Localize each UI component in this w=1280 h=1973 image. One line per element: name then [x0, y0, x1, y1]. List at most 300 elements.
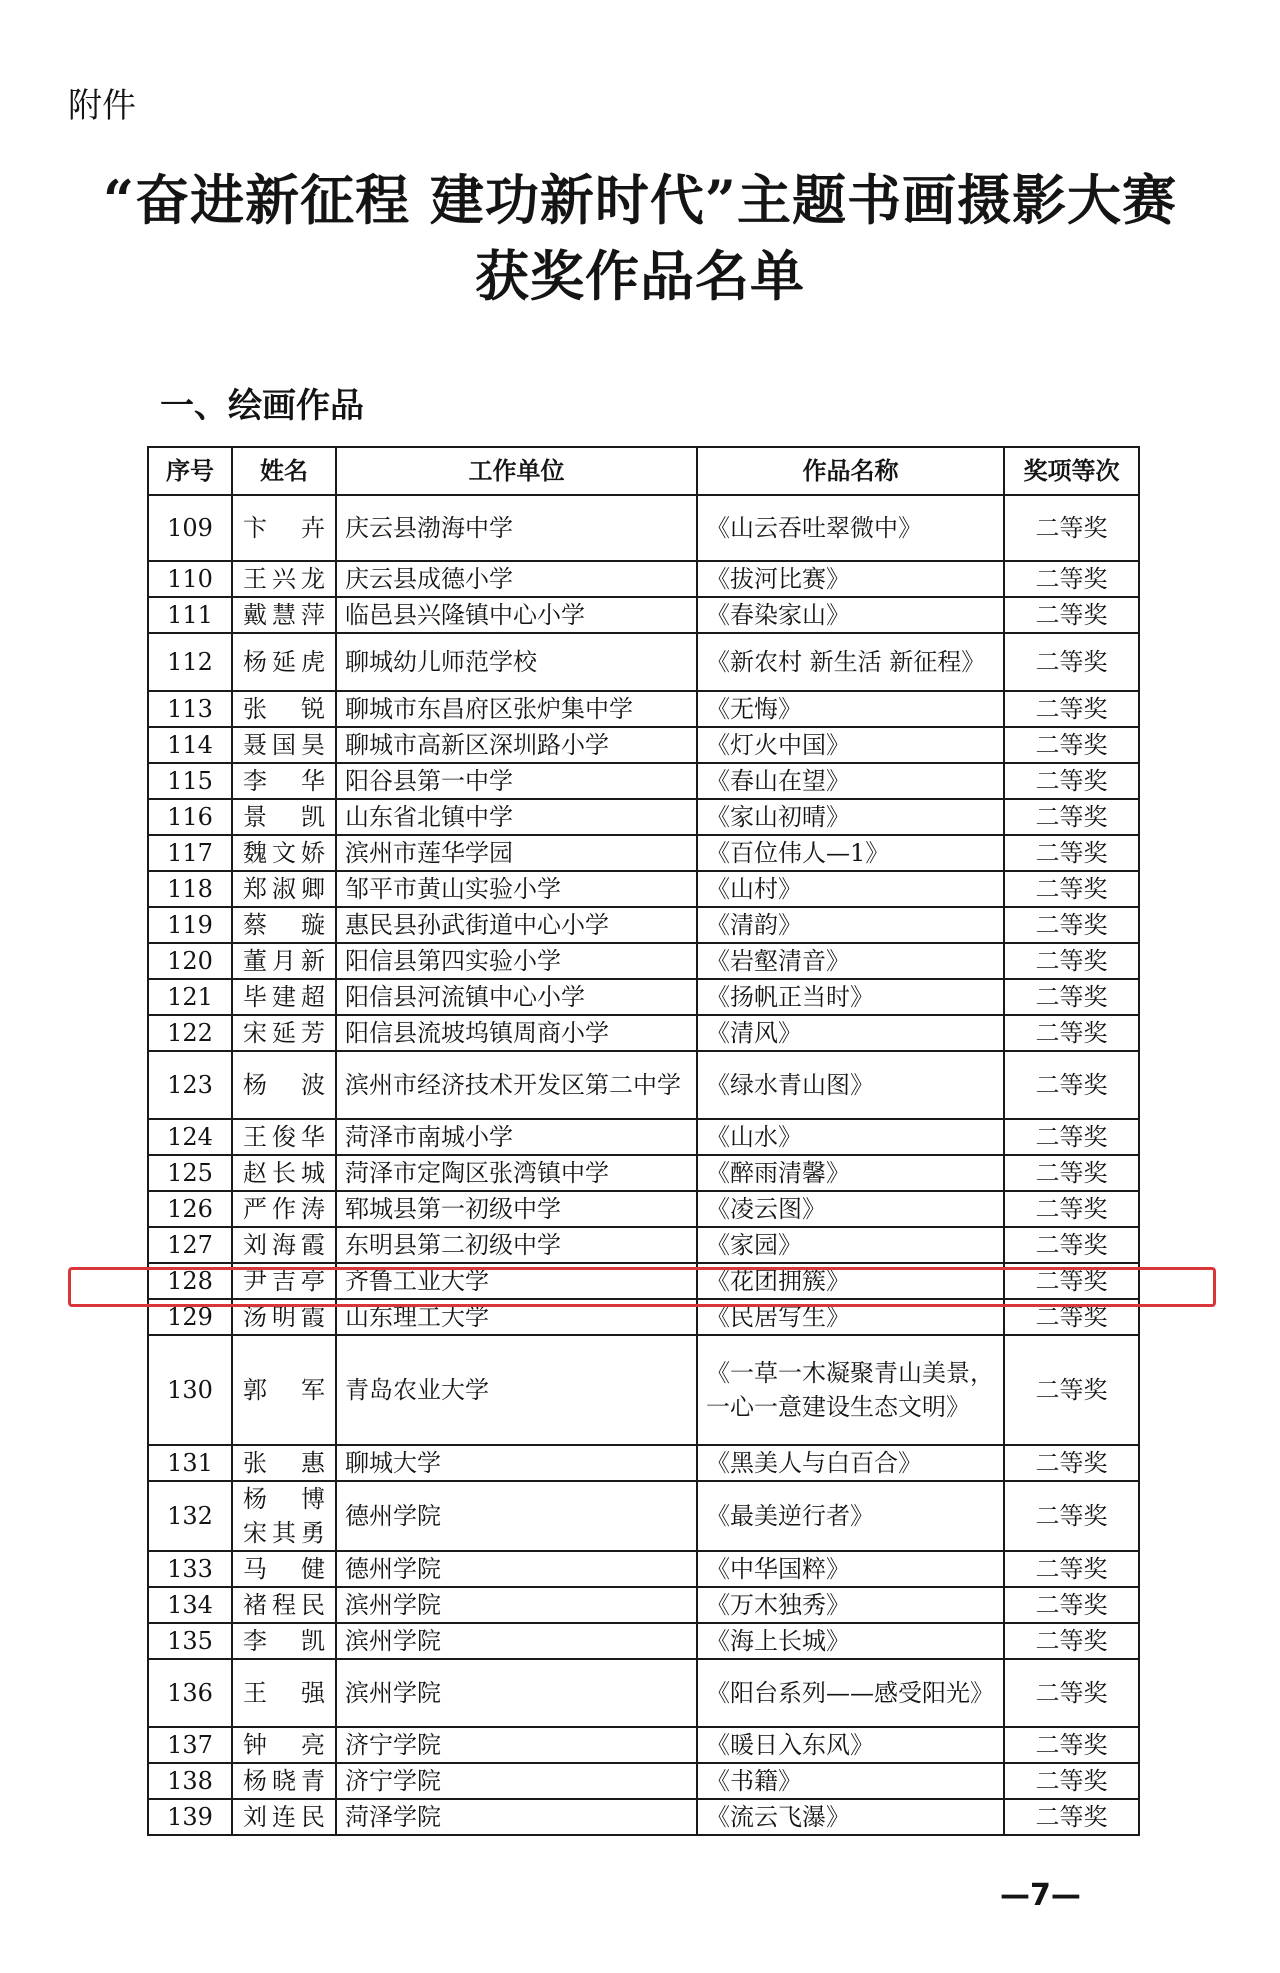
- row-unit-cell: [336, 1191, 697, 1227]
- row-name-cell: [232, 1445, 336, 1481]
- row-serial: 138: [167, 1767, 213, 1795]
- row-work-cell: [697, 1015, 1004, 1051]
- row-work-cell: [697, 597, 1004, 633]
- row-award: 二等奖: [1035, 1195, 1108, 1223]
- attachment-label: 附件: [68, 86, 136, 126]
- table-row: [148, 633, 1139, 691]
- row-award-cell: [1004, 691, 1139, 727]
- row-unit-cell: [336, 597, 697, 633]
- row-work-cell: [697, 1481, 1004, 1551]
- row-unit-cell: [336, 691, 697, 727]
- row-work-cell: [697, 1587, 1004, 1623]
- row-work: 《中华国粹》: [706, 1555, 850, 1583]
- row-unit: 聊城大学: [345, 1449, 441, 1477]
- row-award-cell: [1004, 1191, 1139, 1227]
- row-serial-cell: [148, 763, 232, 799]
- row-work: 《万木独秀》: [706, 1591, 850, 1619]
- row-work: 《清韵》: [706, 911, 802, 939]
- row-work-cell: [697, 561, 1004, 597]
- row-name: 马 健: [243, 1555, 325, 1583]
- table-row: [148, 1227, 1139, 1263]
- row-unit-cell: [336, 1227, 697, 1263]
- row-name-cell: [232, 691, 336, 727]
- header-award: 奖项等次: [1004, 447, 1139, 495]
- row-award-cell: [1004, 1727, 1139, 1763]
- table-header-row: [148, 447, 1139, 495]
- row-unit-cell: [336, 1481, 697, 1551]
- row-name-cell: [232, 597, 336, 633]
- row-work-cell: [697, 1155, 1004, 1191]
- row-name: 蔡 璇: [243, 911, 325, 939]
- row-work-cell: [697, 799, 1004, 835]
- row-serial: 115: [167, 767, 213, 795]
- row-unit: 滨州学院: [345, 1591, 441, 1619]
- row-serial: 110: [167, 565, 213, 593]
- row-serial: 130: [167, 1376, 213, 1404]
- row-award: 二等奖: [1035, 1679, 1108, 1707]
- row-serial-cell: [148, 633, 232, 691]
- row-unit-cell: [336, 871, 697, 907]
- row-unit-cell: [336, 1015, 697, 1051]
- row-name: 魏文娇: [243, 839, 325, 867]
- table-row: [148, 1155, 1139, 1191]
- row-serial-cell: [148, 1659, 232, 1727]
- row-work-cell: [697, 979, 1004, 1015]
- row-work: 《岩壑清音》: [706, 947, 850, 975]
- row-unit-cell: [336, 633, 697, 691]
- row-unit: 滨州学院: [345, 1679, 441, 1707]
- row-unit: 庆云县成德小学: [345, 565, 513, 593]
- row-serial-cell: [148, 1799, 232, 1835]
- row-serial-cell: [148, 943, 232, 979]
- row-serial: 128: [167, 1267, 213, 1295]
- row-work: 《绿水青山图》: [706, 1071, 874, 1099]
- row-name-cell: [232, 1799, 336, 1835]
- row-unit-cell: [336, 907, 697, 943]
- header-unit: 工作单位: [336, 447, 697, 495]
- row-unit: 菏泽市南城小学: [345, 1123, 513, 1151]
- row-award-cell: [1004, 907, 1139, 943]
- page-number: —7—: [1000, 1878, 1081, 1913]
- row-award: 二等奖: [1035, 767, 1108, 795]
- row-name: 赵长城: [243, 1159, 325, 1187]
- section-heading: 一、绘画作品: [160, 386, 364, 426]
- row-award: 二等奖: [1035, 731, 1108, 759]
- row-serial: 111: [167, 601, 213, 629]
- row-unit: 山东理工大学: [345, 1303, 489, 1331]
- row-work-cell: [697, 727, 1004, 763]
- row-unit: 山东省北镇中学: [345, 803, 513, 831]
- row-award: 二等奖: [1035, 1123, 1108, 1151]
- row-name: 郭 军: [243, 1376, 325, 1404]
- row-unit-cell: [336, 1335, 697, 1445]
- row-award: 二等奖: [1035, 1376, 1108, 1404]
- row-name-cell: [232, 1155, 336, 1191]
- row-name-cell: [232, 943, 336, 979]
- row-award-cell: [1004, 763, 1139, 799]
- row-name-cell: [232, 495, 336, 561]
- row-serial: 129: [167, 1303, 213, 1331]
- row-work: 《山村》: [706, 875, 802, 903]
- row-award-cell: [1004, 1335, 1139, 1445]
- row-serial: 136: [167, 1679, 213, 1707]
- row-work-cell: [697, 871, 1004, 907]
- row-serial: 122: [167, 1019, 213, 1047]
- row-work-cell: [697, 691, 1004, 727]
- row-serial-cell: [148, 1551, 232, 1587]
- row-name: 杨 波: [243, 1071, 325, 1099]
- row-name: 戴慧萍: [243, 601, 325, 629]
- row-unit: 阳信县河流镇中心小学: [345, 983, 585, 1011]
- row-name: 李 凯: [243, 1627, 325, 1655]
- row-work: 《凌云图》: [706, 1195, 826, 1223]
- row-name: 尹吉亭: [243, 1267, 325, 1295]
- row-award: 二等奖: [1035, 565, 1108, 593]
- header-serial: 序号: [148, 447, 232, 495]
- row-serial: 121: [167, 983, 213, 1011]
- row-serial: 123: [167, 1071, 213, 1099]
- row-name: 宋其勇: [243, 1519, 325, 1547]
- table-row: [148, 1481, 1139, 1551]
- row-unit-cell: [336, 727, 697, 763]
- row-unit: 阳信县流坡坞镇周商小学: [345, 1019, 609, 1047]
- row-award: 二等奖: [1035, 1267, 1108, 1295]
- row-name: 钟 亮: [243, 1731, 325, 1759]
- row-work: 《灯火中国》: [706, 731, 850, 759]
- row-unit: 阳谷县第一中学: [345, 767, 513, 795]
- row-serial-cell: [148, 1763, 232, 1799]
- row-name-cell: [232, 1051, 336, 1119]
- row-work: 《无悔》: [706, 695, 802, 723]
- row-award-cell: [1004, 1551, 1139, 1587]
- row-serial: 137: [167, 1731, 213, 1759]
- row-work-cell: [697, 633, 1004, 691]
- row-work: 《拔河比赛》: [706, 565, 850, 593]
- row-serial-cell: [148, 1481, 232, 1551]
- table-row: [148, 1445, 1139, 1481]
- document-title: “奋进新征程 建功新时代”主题书画摄影大赛: [103, 168, 1177, 232]
- row-award-cell: [1004, 495, 1139, 561]
- row-work-cell: [697, 763, 1004, 799]
- row-unit: 东明县第二初级中学: [345, 1231, 561, 1259]
- row-name: 张 惠: [243, 1449, 325, 1477]
- row-unit: 济宁学院: [345, 1731, 441, 1759]
- row-work: 《暖日入东风》: [706, 1731, 874, 1759]
- row-unit-cell: [336, 495, 697, 561]
- table-row: [148, 763, 1139, 799]
- row-name-cell: [232, 979, 336, 1015]
- row-serial: 125: [167, 1159, 213, 1187]
- table-row: [148, 979, 1139, 1015]
- row-name: 卞 卉: [243, 514, 325, 542]
- row-unit-cell: [336, 1727, 697, 1763]
- row-name-cell: [232, 633, 336, 691]
- row-unit: 临邑县兴隆镇中心小学: [345, 601, 585, 629]
- table-row: [148, 799, 1139, 835]
- row-name-cell: [232, 1551, 336, 1587]
- row-name: 褚程民: [243, 1591, 325, 1619]
- row-award: 二等奖: [1035, 514, 1108, 542]
- row-serial: 116: [167, 803, 213, 831]
- row-work-cell: [697, 1763, 1004, 1799]
- awards-table: [147, 446, 1140, 1836]
- row-award: 二等奖: [1035, 947, 1108, 975]
- row-serial: 120: [167, 947, 213, 975]
- row-unit-cell: [336, 943, 697, 979]
- row-serial-cell: [148, 1119, 232, 1155]
- row-unit: 阳信县第四实验小学: [345, 947, 561, 975]
- row-serial-cell: [148, 1015, 232, 1051]
- row-work: 《流云飞瀑》: [706, 1803, 850, 1831]
- row-work-cell: [697, 1191, 1004, 1227]
- row-serial: 126: [167, 1195, 213, 1223]
- header-work: 作品名称: [697, 447, 1004, 495]
- row-name-cell: [232, 1227, 336, 1263]
- row-work: 《家园》: [706, 1231, 802, 1259]
- row-serial: 127: [167, 1231, 213, 1259]
- table-row: [148, 1051, 1139, 1119]
- document-subtitle: 获奖作品名单: [475, 244, 805, 308]
- row-award-cell: [1004, 1587, 1139, 1623]
- row-award: 二等奖: [1035, 875, 1108, 903]
- row-name-cell: [232, 1659, 336, 1727]
- row-award: 二等奖: [1035, 1591, 1108, 1619]
- row-serial: 118: [167, 875, 213, 903]
- row-serial: 109: [167, 514, 213, 542]
- row-name-cell: [232, 1623, 336, 1659]
- row-name: 刘连民: [243, 1803, 325, 1831]
- row-name: 王 强: [243, 1679, 325, 1707]
- row-unit: 菏泽市定陶区张湾镇中学: [345, 1159, 609, 1187]
- row-award-cell: [1004, 1445, 1139, 1481]
- row-work: 《花团拥簇》: [706, 1267, 850, 1295]
- table-row: [148, 1015, 1139, 1051]
- row-work-cell: [697, 1227, 1004, 1263]
- row-unit: 滨州学院: [345, 1627, 441, 1655]
- highlight-box: [68, 1267, 1216, 1307]
- row-award-cell: [1004, 633, 1139, 691]
- row-award-cell: [1004, 1623, 1139, 1659]
- row-work: 《清风》: [706, 1019, 802, 1047]
- row-unit: 菏泽学院: [345, 1803, 441, 1831]
- row-unit-cell: [336, 1587, 697, 1623]
- row-award: 二等奖: [1035, 1231, 1108, 1259]
- row-unit-cell: [336, 979, 697, 1015]
- row-serial-cell: [148, 597, 232, 633]
- row-name-cell: [232, 871, 336, 907]
- row-award-cell: [1004, 1799, 1139, 1835]
- row-serial: 135: [167, 1627, 213, 1655]
- row-award-cell: [1004, 979, 1139, 1015]
- row-serial: 113: [167, 695, 213, 723]
- row-unit-cell: [336, 1051, 697, 1119]
- row-award: 二等奖: [1035, 1555, 1108, 1583]
- row-unit-cell: [336, 1623, 697, 1659]
- row-serial: 119: [167, 911, 213, 939]
- row-name-cell: [232, 1763, 336, 1799]
- row-unit: 滨州市经济技术开发区第二中学: [345, 1071, 681, 1099]
- row-serial: 132: [167, 1502, 213, 1530]
- row-serial-cell: [148, 1051, 232, 1119]
- row-unit-cell: [336, 1445, 697, 1481]
- row-work: 《春山在望》: [706, 767, 850, 795]
- row-award-cell: [1004, 1659, 1139, 1727]
- row-name-cell: [232, 561, 336, 597]
- row-unit: 聊城市高新区深圳路小学: [345, 731, 609, 759]
- table-row: [148, 835, 1139, 871]
- table-row: [148, 1119, 1139, 1155]
- row-award: 二等奖: [1035, 911, 1108, 939]
- row-award: 二等奖: [1035, 1071, 1108, 1099]
- row-unit: 济宁学院: [345, 1767, 441, 1795]
- row-name: 宋延芳: [243, 1019, 325, 1047]
- table-row: [148, 1799, 1139, 1835]
- row-award: 二等奖: [1035, 601, 1108, 629]
- row-work-cell: [697, 1051, 1004, 1119]
- row-unit: 庆云县渤海中学: [345, 514, 513, 542]
- row-award-cell: [1004, 1015, 1139, 1051]
- row-serial: 114: [167, 731, 213, 759]
- row-name: 王兴龙: [243, 565, 325, 593]
- row-award: 二等奖: [1035, 1449, 1108, 1477]
- row-work: 《扬帆正当时》: [706, 983, 874, 1011]
- row-work-cell: [697, 1727, 1004, 1763]
- row-award-cell: [1004, 561, 1139, 597]
- row-name-cell: [232, 1191, 336, 1227]
- row-serial-cell: [148, 1335, 232, 1445]
- row-award: 二等奖: [1035, 1731, 1108, 1759]
- table-row: [148, 1551, 1139, 1587]
- row-award-cell: [1004, 943, 1139, 979]
- row-name: 郑淑卿: [243, 875, 325, 903]
- row-unit: 滨州市莲华学园: [345, 839, 513, 867]
- row-award-cell: [1004, 1119, 1139, 1155]
- row-name-cell: [232, 763, 336, 799]
- row-serial: 134: [167, 1591, 213, 1619]
- row-work: 《阳台系列——感受阳光》: [706, 1679, 994, 1707]
- row-unit-cell: [336, 1763, 697, 1799]
- row-name-cell: [232, 1727, 336, 1763]
- row-work: 《民居写生》: [706, 1303, 850, 1331]
- row-serial-cell: [148, 1587, 232, 1623]
- row-serial-cell: [148, 979, 232, 1015]
- row-work-cell: [697, 1659, 1004, 1727]
- row-serial-cell: [148, 691, 232, 727]
- row-name: 聂国昊: [243, 731, 325, 759]
- row-unit: 德州学院: [345, 1502, 441, 1530]
- row-award-cell: [1004, 1155, 1139, 1191]
- row-award: 二等奖: [1035, 839, 1108, 867]
- row-serial-cell: [148, 799, 232, 835]
- table-row: [148, 1587, 1139, 1623]
- row-serial: 139: [167, 1803, 213, 1831]
- row-serial-cell: [148, 1445, 232, 1481]
- row-work: 《最美逆行者》: [706, 1502, 874, 1530]
- row-unit: 德州学院: [345, 1555, 441, 1583]
- row-serial-cell: [148, 1727, 232, 1763]
- table-row: [148, 1727, 1139, 1763]
- table-row: [148, 1659, 1139, 1727]
- row-award-cell: [1004, 1481, 1139, 1551]
- row-work-cell: [697, 1551, 1004, 1587]
- row-work-cell: [697, 1119, 1004, 1155]
- table-row: [148, 561, 1139, 597]
- row-serial-cell: [148, 1227, 232, 1263]
- row-unit: 郓城县第一初级中学: [345, 1195, 561, 1223]
- row-name-cell: [232, 1587, 336, 1623]
- row-name: 张 锐: [243, 695, 325, 723]
- row-name-cell: [232, 1015, 336, 1051]
- row-name-cell: [232, 1119, 336, 1155]
- row-work: 《春染家山》: [706, 601, 850, 629]
- row-serial-cell: [148, 1191, 232, 1227]
- row-name: 杨 博: [243, 1485, 325, 1513]
- row-work: 《山云吞吐翠微中》: [706, 514, 922, 542]
- table-row: [148, 597, 1139, 633]
- row-name: 杨晓青: [243, 1767, 325, 1795]
- row-serial-cell: [148, 561, 232, 597]
- row-work: 《新农村 新生活 新征程》: [706, 648, 986, 676]
- row-unit: 齐鲁工业大学: [345, 1267, 489, 1295]
- row-name-cell: [232, 1335, 336, 1445]
- row-work-cell: [697, 1445, 1004, 1481]
- row-award: 二等奖: [1035, 803, 1108, 831]
- table-row: [148, 691, 1139, 727]
- row-award-cell: [1004, 597, 1139, 633]
- row-serial-cell: [148, 727, 232, 763]
- row-award: 二等奖: [1035, 1303, 1108, 1331]
- row-work: 《家山初晴》: [706, 803, 850, 831]
- row-unit: 惠民县孙武街道中心小学: [345, 911, 609, 939]
- row-serial: 124: [167, 1123, 213, 1151]
- table-row: [148, 871, 1139, 907]
- row-name: 景 凯: [243, 803, 325, 831]
- row-award: 二等奖: [1035, 983, 1108, 1011]
- row-award: 二等奖: [1035, 1019, 1108, 1047]
- table-row: [148, 943, 1139, 979]
- table-row: [148, 727, 1139, 763]
- row-award: 二等奖: [1035, 695, 1108, 723]
- row-work-cell: [697, 835, 1004, 871]
- row-serial-cell: [148, 835, 232, 871]
- row-award: 二等奖: [1035, 1502, 1108, 1530]
- row-name: 严作涛: [243, 1195, 325, 1223]
- row-serial: 133: [167, 1555, 213, 1583]
- row-unit-cell: [336, 835, 697, 871]
- row-award-cell: [1004, 1763, 1139, 1799]
- row-work: 《山水》: [706, 1123, 802, 1151]
- row-name-cell: [232, 799, 336, 835]
- row-award-cell: [1004, 799, 1139, 835]
- row-award: 二等奖: [1035, 1627, 1108, 1655]
- row-serial-cell: [148, 495, 232, 561]
- row-work-cell: [697, 907, 1004, 943]
- row-name: 王俊华: [243, 1123, 325, 1151]
- row-name-cell: [232, 835, 336, 871]
- row-work-cell: [697, 943, 1004, 979]
- row-work-cell: [697, 1623, 1004, 1659]
- row-award-cell: [1004, 727, 1139, 763]
- row-unit: 青岛农业大学: [345, 1376, 489, 1404]
- row-unit-cell: [336, 1551, 697, 1587]
- row-work: 《醉雨清馨》: [706, 1159, 850, 1187]
- row-unit-cell: [336, 561, 697, 597]
- row-award: 二等奖: [1035, 1159, 1108, 1187]
- row-award-cell: [1004, 1051, 1139, 1119]
- row-work-cell: [697, 1335, 1004, 1445]
- row-unit-cell: [336, 1659, 697, 1727]
- row-serial-cell: [148, 907, 232, 943]
